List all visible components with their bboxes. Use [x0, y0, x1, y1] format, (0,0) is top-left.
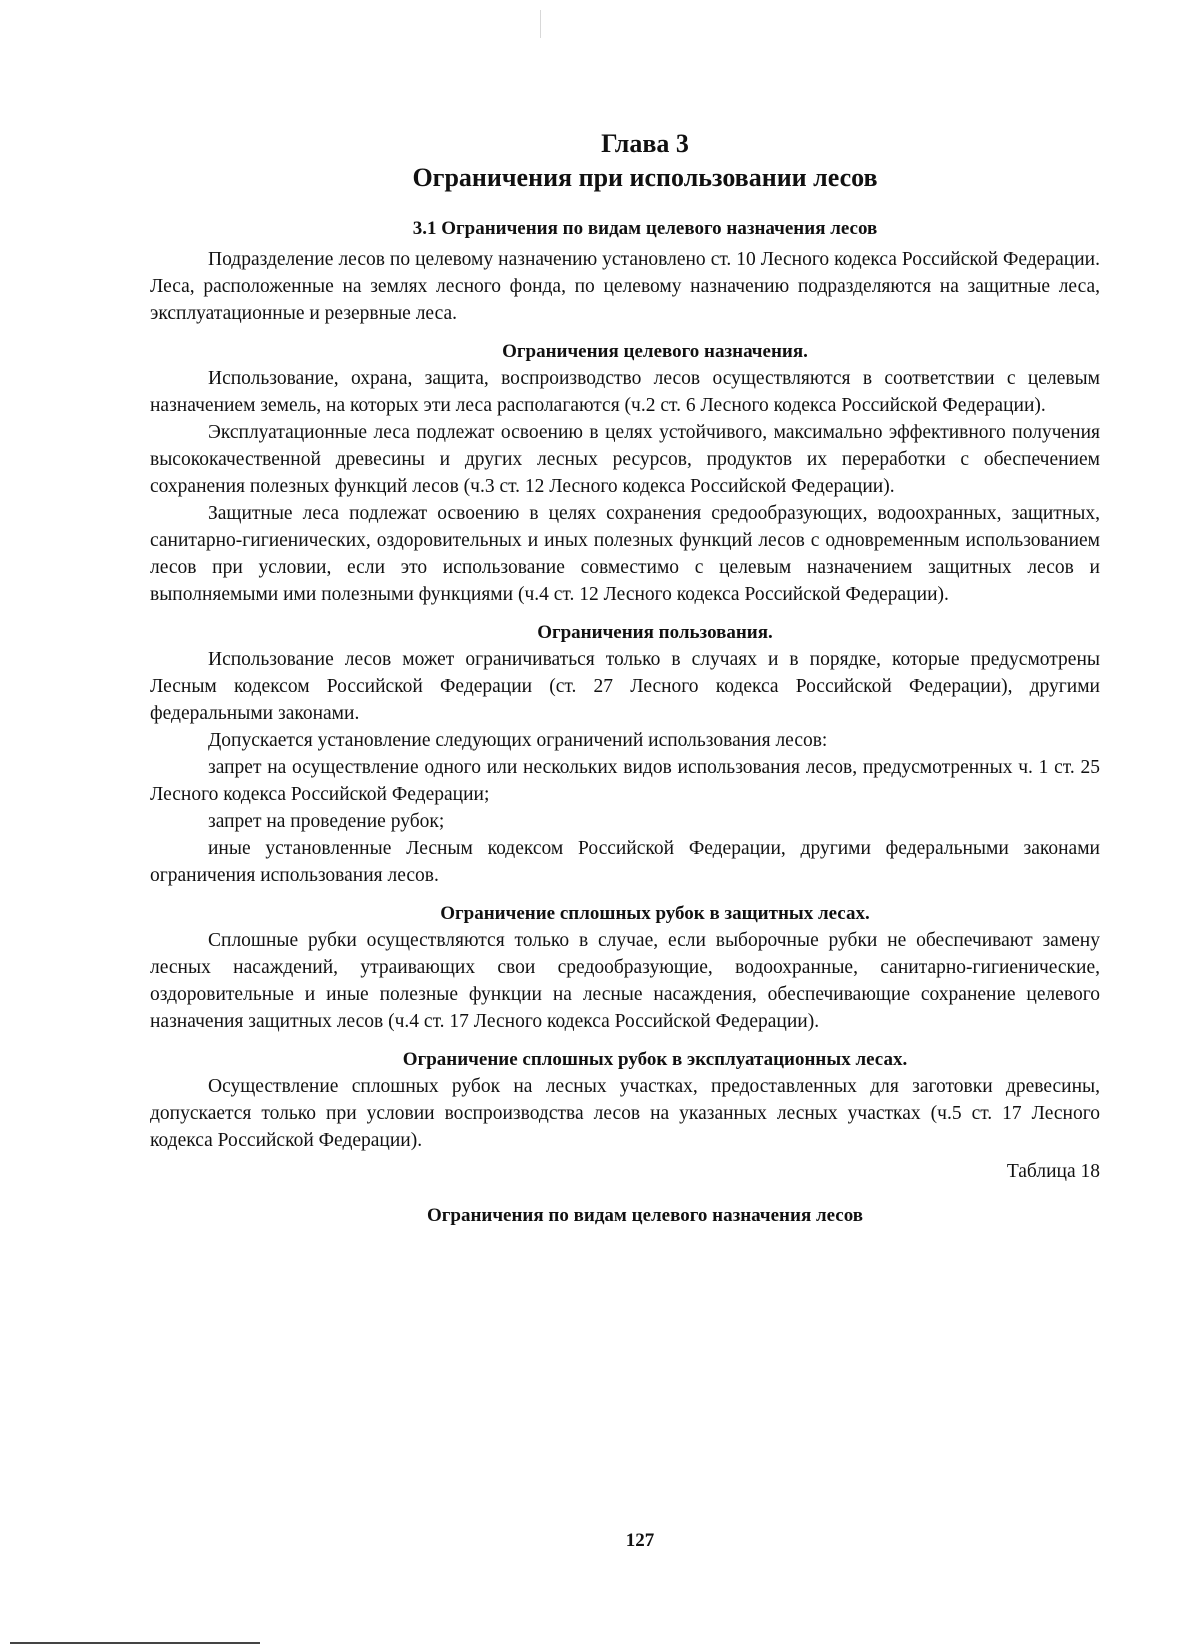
usage-paragraph-5: иные установленные Лесным кодексом Российской Федерации, другими федеральными законами ограничения использования лесов.: [150, 838, 1100, 886]
scan-mark: [540, 10, 541, 38]
table-caption: Таблица 18: [1006, 1161, 1100, 1182]
document-page: [150, 127, 1100, 1229]
usage-paragraph-2: Допускается установление следующих ограничений использования лесов:: [208, 730, 828, 751]
purpose-restrictions-heading: Ограничения целевого назначения.: [502, 341, 808, 362]
purpose-paragraph-3: Защитные леса подлежат освоению в целях сохранения средообразующих, водоохранных, защитных, санитарно-гигиенических, оздоровительных и иных полезных функций лесов с одновременным использованием лесов при условии, если это использование совместимо с целевым назначением защитных лесов и выполняемыми ими полезными функциями (ч.4 ст. 12 Лесного кодекса Российской Федерации).: [150, 503, 1100, 605]
table-title: Ограничения по видам целевого назначения лесов: [426, 1205, 864, 1226]
protective-forests-paragraph: Сплошные рубки осуществляются только в случае, если выборочные рубки не обеспечивают замену лесных насаждений, утраивающих свои средообразующие, водоохранные, санитарно-гигиенические, оздоровительные и иные полезные функции на лесные насаждения, обеспечивающие сохранение целевого назначения защитных лесов (ч.4 ст. 17 Лесного кодекса Российской Федерации).: [150, 930, 1100, 1032]
section-intro-paragraph: Подразделение лесов по целевому назначению установлено ст. 10 Лесного кодекса Российской Федерации. Леса, расположенные на землях лесного фонда, по целевому назначению подразделяются на защитные леса, эксплуатационные и резервные леса.: [150, 249, 1100, 324]
purpose-paragraph-1: Использование, охрана, защита, воспроизводство лесов осуществляются в соответствии с целевым назначением земель, на которых эти леса располагаются (ч.2 ст. 6 Лесного кодекса Российской Федерации).: [150, 368, 1100, 416]
usage-paragraph-4: запрет на проведение рубок;: [208, 811, 445, 832]
purpose-paragraph-2: Эксплуатационные леса подлежат освоению в целях устойчивого, максимально эффективного получения высококачественной древесины и других лесных ресурсов, продуктов их переработки с обеспечением сохранения полезных функций лесов (ч.3 ст. 12 Лесного кодекса Российской Федерации).: [150, 422, 1100, 497]
section-title: 3.1 Ограничения по видам целевого назначения лесов: [412, 218, 878, 239]
usage-paragraph-1: Использование лесов может ограничиваться только в случаях и в порядке, которые предусмотрены Лесным кодексом Российской Федерации (ст. 27 Лесного кодекса Российской Федерации), другими федеральными законами.: [150, 649, 1100, 724]
chapter-title: Ограничения при использовании лесов: [412, 163, 878, 192]
usage-restrictions-heading: Ограничения пользования.: [537, 622, 773, 643]
page-number: 127: [625, 1530, 655, 1551]
protective-forests-heading: Ограничение сплошных рубок в защитных лесах.: [440, 903, 870, 924]
exploitation-forests-heading: Ограничение сплошных рубок в эксплуатационных лесах.: [402, 1049, 908, 1070]
exploitation-forests-paragraph: Осуществление сплошных рубок на лесных участках, предоставленных для заготовки древесины, допускается только при условии воспроизводства лесов на указанных лесных участках (ч.5 ст. 17 Лесного кодекса Российской Федерации).: [150, 1076, 1100, 1151]
bottom-rule: [10, 1642, 260, 1644]
usage-paragraph-3: запрет на осуществление одного или нескольких видов использования лесов, предусмотренных ч. 1 ст. 25 Лесного кодекса Российской Федерации;: [150, 757, 1100, 805]
chapter-number: Глава 3: [601, 129, 689, 158]
